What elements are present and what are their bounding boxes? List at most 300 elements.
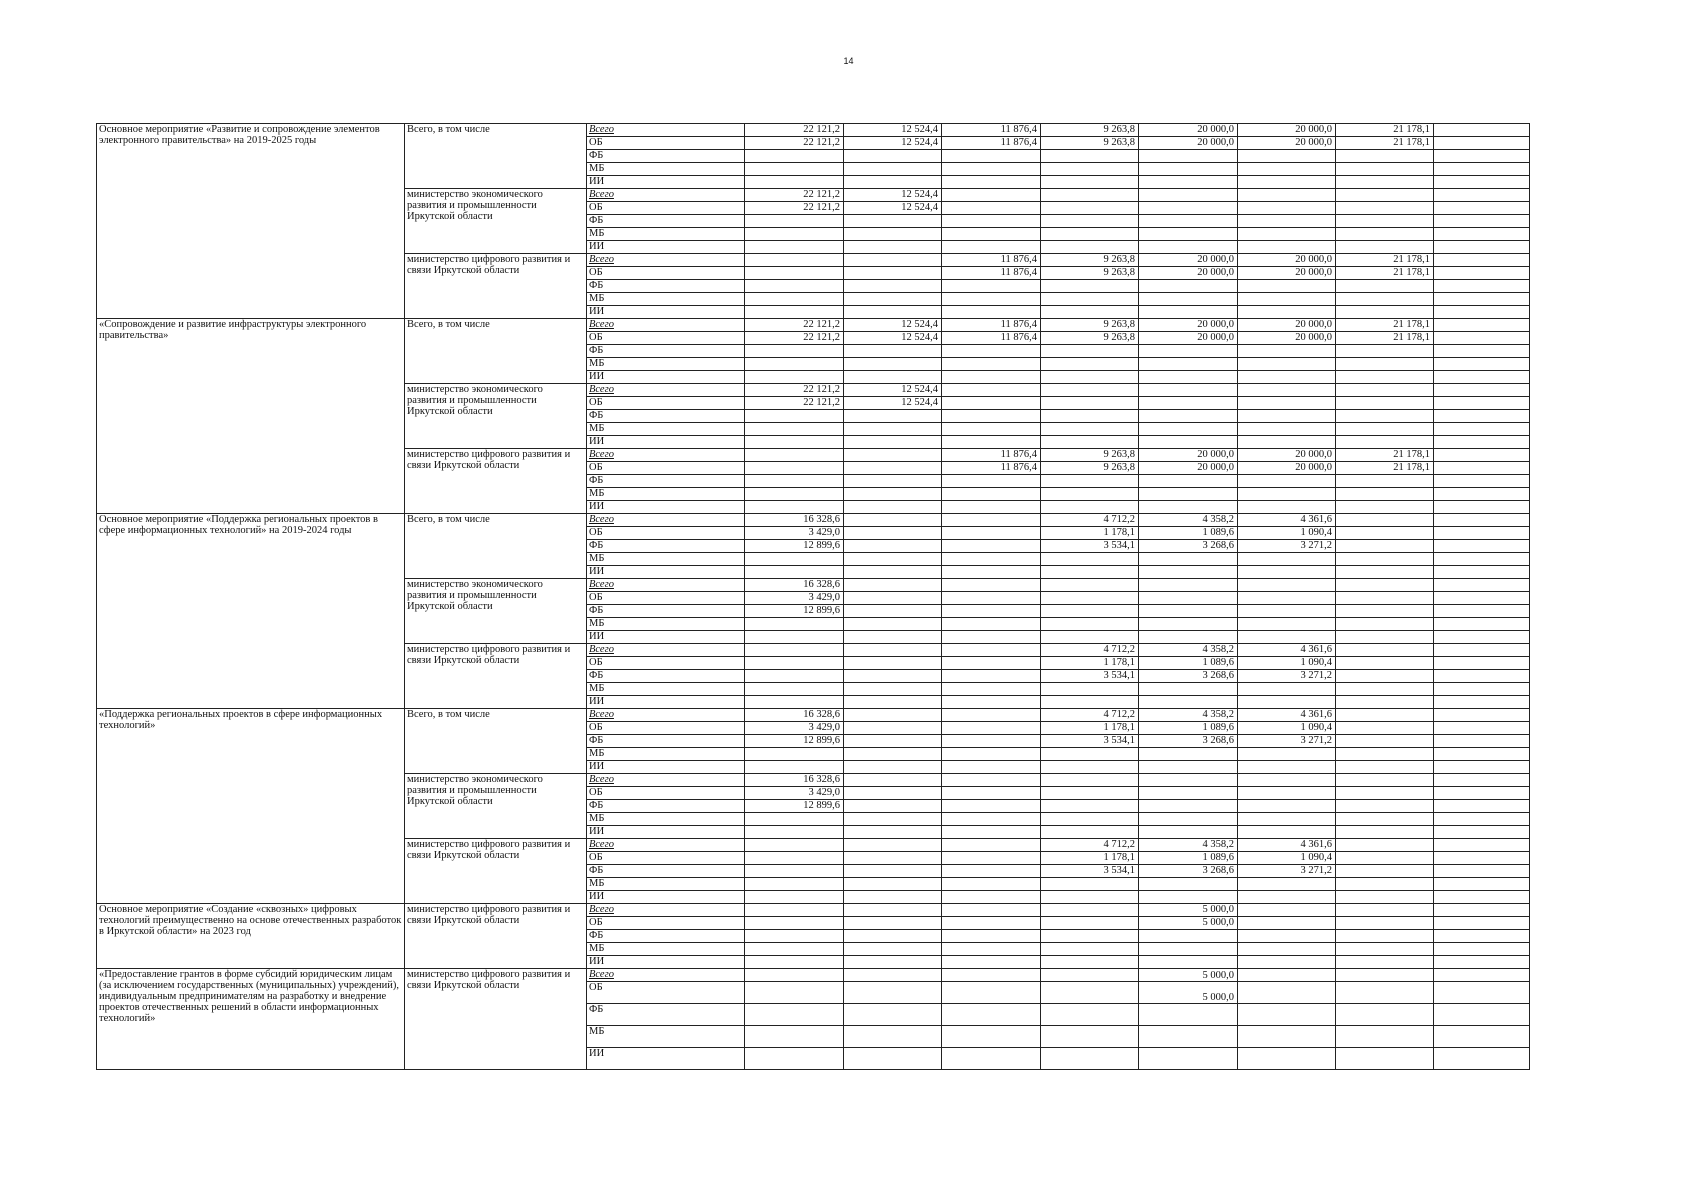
value-cell bbox=[1336, 735, 1434, 748]
value-cell: 1 178,1 bbox=[1041, 722, 1139, 735]
value-cell bbox=[745, 293, 844, 306]
funding-source: ИИ bbox=[587, 436, 745, 449]
value-cell: 11 876,4 bbox=[942, 124, 1041, 137]
value-cell bbox=[1434, 306, 1530, 319]
value-cell bbox=[1041, 826, 1139, 839]
value-cell bbox=[1238, 1004, 1336, 1026]
value-cell bbox=[745, 254, 844, 267]
value-cell bbox=[1238, 592, 1336, 605]
value-cell bbox=[942, 696, 1041, 709]
value-cell bbox=[1238, 774, 1336, 787]
value-cell bbox=[745, 644, 844, 657]
value-cell bbox=[745, 904, 844, 917]
value-cell bbox=[844, 423, 942, 436]
funding-source: Всего bbox=[587, 774, 745, 787]
funding-source: ФБ bbox=[587, 410, 745, 423]
value-cell bbox=[1336, 150, 1434, 163]
value-cell bbox=[1139, 1048, 1238, 1070]
value-cell bbox=[1434, 605, 1530, 618]
funding-source: Всего bbox=[587, 189, 745, 202]
value-cell bbox=[1041, 683, 1139, 696]
value-cell bbox=[1336, 306, 1434, 319]
value-cell bbox=[1238, 358, 1336, 371]
value-cell bbox=[942, 1026, 1041, 1048]
value-cell bbox=[1139, 410, 1238, 423]
value-cell bbox=[1336, 371, 1434, 384]
value-cell bbox=[1434, 865, 1530, 878]
value-cell bbox=[844, 514, 942, 527]
value-cell bbox=[1238, 917, 1336, 930]
value-cell bbox=[1434, 358, 1530, 371]
value-cell bbox=[844, 683, 942, 696]
value-cell bbox=[844, 852, 942, 865]
value-cell bbox=[1434, 917, 1530, 930]
value-cell bbox=[1139, 605, 1238, 618]
value-cell bbox=[1139, 813, 1238, 826]
value-cell bbox=[942, 501, 1041, 514]
funding-source: ФБ bbox=[587, 800, 745, 813]
value-cell bbox=[1336, 657, 1434, 670]
value-cell bbox=[745, 696, 844, 709]
value-cell bbox=[1238, 969, 1336, 982]
value-cell: 3 534,1 bbox=[1041, 540, 1139, 553]
value-cell bbox=[1336, 384, 1434, 397]
value-cell bbox=[844, 306, 942, 319]
value-cell: 1 090,4 bbox=[1238, 722, 1336, 735]
funding-source: Всего bbox=[587, 254, 745, 267]
value-cell bbox=[942, 969, 1041, 982]
funding-source: Всего bbox=[587, 319, 745, 332]
value-cell bbox=[1139, 150, 1238, 163]
value-cell bbox=[844, 228, 942, 241]
value-cell: 12 524,4 bbox=[844, 202, 942, 215]
value-cell bbox=[844, 280, 942, 293]
value-cell bbox=[1041, 306, 1139, 319]
value-cell bbox=[1139, 1004, 1238, 1026]
value-cell: 16 328,6 bbox=[745, 709, 844, 722]
value-cell bbox=[745, 358, 844, 371]
value-cell bbox=[1139, 683, 1238, 696]
value-cell bbox=[942, 1004, 1041, 1026]
value-cell bbox=[1434, 943, 1530, 956]
value-cell: 20 000,0 bbox=[1238, 449, 1336, 462]
funding-source: Всего bbox=[587, 969, 745, 982]
value-cell bbox=[1434, 800, 1530, 813]
funding-source: ИИ bbox=[587, 241, 745, 254]
value-cell bbox=[1336, 1004, 1434, 1026]
value-cell bbox=[942, 384, 1041, 397]
funding-source: ОБ bbox=[587, 787, 745, 800]
value-cell bbox=[1238, 228, 1336, 241]
value-cell bbox=[1041, 371, 1139, 384]
funding-source: Всего bbox=[587, 514, 745, 527]
value-cell bbox=[942, 176, 1041, 189]
value-cell bbox=[1041, 553, 1139, 566]
value-cell bbox=[745, 267, 844, 280]
value-cell bbox=[1336, 696, 1434, 709]
funding-source: ОБ bbox=[587, 917, 745, 930]
value-cell bbox=[1041, 293, 1139, 306]
value-cell bbox=[1336, 501, 1434, 514]
value-cell: 22 121,2 bbox=[745, 397, 844, 410]
value-cell bbox=[1041, 280, 1139, 293]
value-cell bbox=[1336, 566, 1434, 579]
value-cell bbox=[1238, 878, 1336, 891]
value-cell bbox=[942, 800, 1041, 813]
value-cell bbox=[844, 540, 942, 553]
value-cell bbox=[1434, 670, 1530, 683]
value-cell bbox=[1336, 202, 1434, 215]
value-cell bbox=[942, 215, 1041, 228]
value-cell bbox=[942, 644, 1041, 657]
value-cell bbox=[1336, 956, 1434, 969]
value-cell: 12 524,4 bbox=[844, 397, 942, 410]
value-cell bbox=[1434, 241, 1530, 254]
executor-cell: министерство экономического развития и промышленности Иркутской области bbox=[405, 774, 587, 839]
value-cell bbox=[1041, 761, 1139, 774]
value-cell bbox=[1041, 566, 1139, 579]
value-cell: 4 358,2 bbox=[1139, 644, 1238, 657]
funding-source: ФБ bbox=[587, 345, 745, 358]
value-cell bbox=[1139, 774, 1238, 787]
value-cell bbox=[745, 150, 844, 163]
value-cell bbox=[844, 1004, 942, 1026]
funding-source: МБ bbox=[587, 488, 745, 501]
value-cell bbox=[844, 917, 942, 930]
value-cell bbox=[1336, 176, 1434, 189]
funding-source: МБ bbox=[587, 423, 745, 436]
value-cell bbox=[942, 982, 1041, 1004]
value-cell bbox=[1336, 605, 1434, 618]
value-cell: 12 524,4 bbox=[844, 137, 942, 150]
value-cell bbox=[1139, 228, 1238, 241]
value-cell bbox=[942, 683, 1041, 696]
funding-source: ОБ bbox=[587, 852, 745, 865]
value-cell bbox=[1336, 241, 1434, 254]
value-cell bbox=[1238, 930, 1336, 943]
value-cell bbox=[1041, 618, 1139, 631]
value-cell bbox=[1238, 488, 1336, 501]
value-cell bbox=[1336, 540, 1434, 553]
value-cell bbox=[1139, 891, 1238, 904]
value-cell bbox=[844, 774, 942, 787]
value-cell bbox=[1434, 345, 1530, 358]
value-cell bbox=[942, 189, 1041, 202]
value-cell bbox=[1041, 397, 1139, 410]
value-cell bbox=[1336, 761, 1434, 774]
value-cell bbox=[942, 631, 1041, 644]
value-cell bbox=[1336, 163, 1434, 176]
value-cell: 21 178,1 bbox=[1336, 332, 1434, 345]
value-cell bbox=[1238, 605, 1336, 618]
value-cell bbox=[1041, 579, 1139, 592]
value-cell bbox=[1238, 189, 1336, 202]
value-cell bbox=[1139, 345, 1238, 358]
value-cell bbox=[1336, 943, 1434, 956]
value-cell bbox=[844, 891, 942, 904]
executor-cell: министерство цифрового развития и связи Иркутской области bbox=[405, 254, 587, 319]
value-cell bbox=[1139, 280, 1238, 293]
value-cell bbox=[1434, 267, 1530, 280]
value-cell bbox=[1139, 371, 1238, 384]
value-cell bbox=[942, 904, 1041, 917]
value-cell bbox=[745, 618, 844, 631]
value-cell bbox=[844, 254, 942, 267]
value-cell: 3 268,6 bbox=[1139, 540, 1238, 553]
value-cell bbox=[844, 930, 942, 943]
value-cell bbox=[1041, 163, 1139, 176]
value-cell bbox=[1041, 150, 1139, 163]
value-cell bbox=[1139, 1026, 1238, 1048]
value-cell bbox=[1336, 1048, 1434, 1070]
value-cell bbox=[1336, 813, 1434, 826]
value-cell bbox=[1434, 280, 1530, 293]
value-cell bbox=[1434, 813, 1530, 826]
funding-source: ИИ bbox=[587, 566, 745, 579]
value-cell bbox=[844, 826, 942, 839]
value-cell bbox=[942, 930, 1041, 943]
value-cell bbox=[1434, 969, 1530, 982]
value-cell bbox=[1139, 696, 1238, 709]
value-cell: 20 000,0 bbox=[1238, 267, 1336, 280]
value-cell bbox=[1238, 813, 1336, 826]
value-cell bbox=[844, 566, 942, 579]
value-cell: 3 271,2 bbox=[1238, 670, 1336, 683]
value-cell bbox=[1238, 397, 1336, 410]
value-cell bbox=[745, 371, 844, 384]
executor-cell: министерство цифрового развития и связи Иркутской области bbox=[405, 644, 587, 709]
value-cell bbox=[1041, 787, 1139, 800]
value-cell: 1 089,6 bbox=[1139, 657, 1238, 670]
value-cell bbox=[942, 956, 1041, 969]
value-cell bbox=[1139, 176, 1238, 189]
value-cell: 21 178,1 bbox=[1336, 267, 1434, 280]
value-cell bbox=[942, 410, 1041, 423]
executor-cell: министерство экономического развития и промышленности Иркутской области bbox=[405, 579, 587, 644]
value-cell bbox=[942, 670, 1041, 683]
value-cell bbox=[942, 1048, 1041, 1070]
value-cell bbox=[745, 852, 844, 865]
value-cell bbox=[1434, 852, 1530, 865]
executor-cell: министерство цифрового развития и связи Иркутской области bbox=[405, 839, 587, 904]
value-cell bbox=[745, 163, 844, 176]
value-cell bbox=[745, 813, 844, 826]
value-cell bbox=[942, 722, 1041, 735]
value-cell bbox=[745, 683, 844, 696]
value-cell bbox=[844, 462, 942, 475]
table-row bbox=[97, 319, 1530, 332]
value-cell bbox=[1238, 943, 1336, 956]
value-cell bbox=[1041, 436, 1139, 449]
value-cell: 4 712,2 bbox=[1041, 709, 1139, 722]
funding-source: ОБ bbox=[587, 592, 745, 605]
value-cell bbox=[1434, 592, 1530, 605]
value-cell: 1 089,6 bbox=[1139, 852, 1238, 865]
value-cell bbox=[844, 956, 942, 969]
funding-source: Всего bbox=[587, 644, 745, 657]
value-cell: 12 524,4 bbox=[844, 332, 942, 345]
funding-source: ОБ bbox=[587, 137, 745, 150]
value-cell bbox=[745, 917, 844, 930]
value-cell bbox=[1434, 930, 1530, 943]
value-cell bbox=[844, 878, 942, 891]
value-cell bbox=[1336, 917, 1434, 930]
value-cell bbox=[1041, 410, 1139, 423]
value-cell: 3 429,0 bbox=[745, 592, 844, 605]
value-cell bbox=[844, 865, 942, 878]
value-cell bbox=[844, 553, 942, 566]
value-cell bbox=[745, 410, 844, 423]
value-cell bbox=[1139, 566, 1238, 579]
value-cell bbox=[1336, 592, 1434, 605]
funding-source: ИИ bbox=[587, 371, 745, 384]
funding-source: ОБ bbox=[587, 332, 745, 345]
value-cell bbox=[844, 943, 942, 956]
funding-source: ИИ bbox=[587, 761, 745, 774]
value-cell bbox=[745, 1026, 844, 1048]
value-cell bbox=[942, 605, 1041, 618]
value-cell bbox=[1041, 189, 1139, 202]
value-cell bbox=[942, 891, 1041, 904]
value-cell bbox=[1336, 878, 1434, 891]
value-cell: 11 876,4 bbox=[942, 137, 1041, 150]
value-cell bbox=[942, 865, 1041, 878]
value-cell bbox=[745, 748, 844, 761]
value-cell bbox=[745, 553, 844, 566]
value-cell: 1 178,1 bbox=[1041, 852, 1139, 865]
funding-source: ИИ bbox=[587, 891, 745, 904]
value-cell bbox=[1041, 358, 1139, 371]
value-cell bbox=[1139, 202, 1238, 215]
value-cell bbox=[745, 475, 844, 488]
value-cell: 12 524,4 bbox=[844, 189, 942, 202]
funding-source: ОБ bbox=[587, 982, 745, 1004]
value-cell bbox=[942, 813, 1041, 826]
value-cell: 3 271,2 bbox=[1238, 540, 1336, 553]
value-cell bbox=[844, 618, 942, 631]
value-cell bbox=[1041, 969, 1139, 982]
value-cell bbox=[1041, 904, 1139, 917]
value-cell: 16 328,6 bbox=[745, 514, 844, 527]
value-cell bbox=[1238, 436, 1336, 449]
value-cell: 20 000,0 bbox=[1238, 124, 1336, 137]
value-cell bbox=[1238, 306, 1336, 319]
funding-source: МБ bbox=[587, 878, 745, 891]
value-cell bbox=[1238, 501, 1336, 514]
value-cell bbox=[745, 228, 844, 241]
value-cell bbox=[1434, 709, 1530, 722]
activity-title: Основное мероприятие «Развитие и сопровождение элементов электронного правительства» на 2019-2025 годы bbox=[97, 124, 405, 319]
activity-title: «Предоставление грантов в форме субсидий юридическим лицам (за исключением государственных (муниципальных) учреждений), индивидуальным предпринимателям на разработку и внедрение проектов отечественных решений в области информационных технологий» bbox=[97, 969, 405, 1070]
value-cell bbox=[1336, 436, 1434, 449]
value-cell bbox=[1238, 787, 1336, 800]
value-cell: 9 263,8 bbox=[1041, 267, 1139, 280]
value-cell bbox=[1238, 683, 1336, 696]
value-cell bbox=[1336, 800, 1434, 813]
funding-source: ОБ bbox=[587, 267, 745, 280]
value-cell bbox=[844, 267, 942, 280]
value-cell bbox=[745, 1048, 844, 1070]
value-cell bbox=[1434, 579, 1530, 592]
value-cell bbox=[1139, 436, 1238, 449]
value-cell bbox=[1139, 800, 1238, 813]
value-cell bbox=[844, 696, 942, 709]
funding-source: ФБ bbox=[587, 605, 745, 618]
value-cell bbox=[1336, 826, 1434, 839]
value-cell bbox=[1041, 982, 1139, 1004]
value-cell bbox=[942, 514, 1041, 527]
value-cell bbox=[1238, 1026, 1336, 1048]
funding-source: МБ bbox=[587, 618, 745, 631]
value-cell bbox=[1238, 202, 1336, 215]
funding-source: Всего bbox=[587, 449, 745, 462]
value-cell: 22 121,2 bbox=[745, 332, 844, 345]
value-cell bbox=[942, 787, 1041, 800]
value-cell bbox=[1139, 501, 1238, 514]
value-cell bbox=[1041, 800, 1139, 813]
value-cell bbox=[1041, 1026, 1139, 1048]
value-cell bbox=[844, 748, 942, 761]
value-cell bbox=[1041, 878, 1139, 891]
value-cell bbox=[844, 969, 942, 982]
activity-title: Основное мероприятие «Создание «сквозных» цифровых технологий преимущественно на основе отечественных разработок в Иркутской области» на 2023 год bbox=[97, 904, 405, 969]
value-cell bbox=[1336, 852, 1434, 865]
value-cell: 20 000,0 bbox=[1238, 254, 1336, 267]
value-cell bbox=[1336, 969, 1434, 982]
value-cell bbox=[942, 553, 1041, 566]
executor-cell: министерство цифрового развития и связи Иркутской области bbox=[405, 969, 587, 1070]
value-cell bbox=[844, 1048, 942, 1070]
value-cell bbox=[1041, 631, 1139, 644]
value-cell bbox=[1139, 215, 1238, 228]
value-cell bbox=[1434, 566, 1530, 579]
value-cell bbox=[942, 293, 1041, 306]
value-cell bbox=[942, 774, 1041, 787]
value-cell bbox=[1238, 423, 1336, 436]
value-cell bbox=[1434, 696, 1530, 709]
value-cell bbox=[844, 644, 942, 657]
funding-source: ФБ bbox=[587, 865, 745, 878]
value-cell bbox=[942, 202, 1041, 215]
value-cell bbox=[844, 176, 942, 189]
value-cell bbox=[942, 150, 1041, 163]
value-cell bbox=[844, 904, 942, 917]
table-row bbox=[97, 969, 1530, 982]
value-cell: 4 358,2 bbox=[1139, 709, 1238, 722]
value-cell bbox=[1434, 462, 1530, 475]
value-cell bbox=[942, 761, 1041, 774]
value-cell: 4 361,6 bbox=[1238, 514, 1336, 527]
value-cell bbox=[1238, 410, 1336, 423]
value-cell bbox=[745, 449, 844, 462]
value-cell bbox=[1238, 163, 1336, 176]
value-cell bbox=[745, 956, 844, 969]
value-cell bbox=[1434, 449, 1530, 462]
value-cell: 20 000,0 bbox=[1238, 319, 1336, 332]
value-cell bbox=[1336, 930, 1434, 943]
value-cell bbox=[1336, 410, 1434, 423]
value-cell bbox=[844, 241, 942, 254]
value-cell bbox=[1434, 540, 1530, 553]
value-cell bbox=[1139, 878, 1238, 891]
value-cell: 11 876,4 bbox=[942, 449, 1041, 462]
value-cell bbox=[1238, 280, 1336, 293]
executor-cell: министерство экономического развития и промышленности Иркутской области bbox=[405, 384, 587, 449]
value-cell bbox=[1434, 423, 1530, 436]
value-cell bbox=[745, 436, 844, 449]
value-cell: 11 876,4 bbox=[942, 254, 1041, 267]
value-cell bbox=[1434, 501, 1530, 514]
